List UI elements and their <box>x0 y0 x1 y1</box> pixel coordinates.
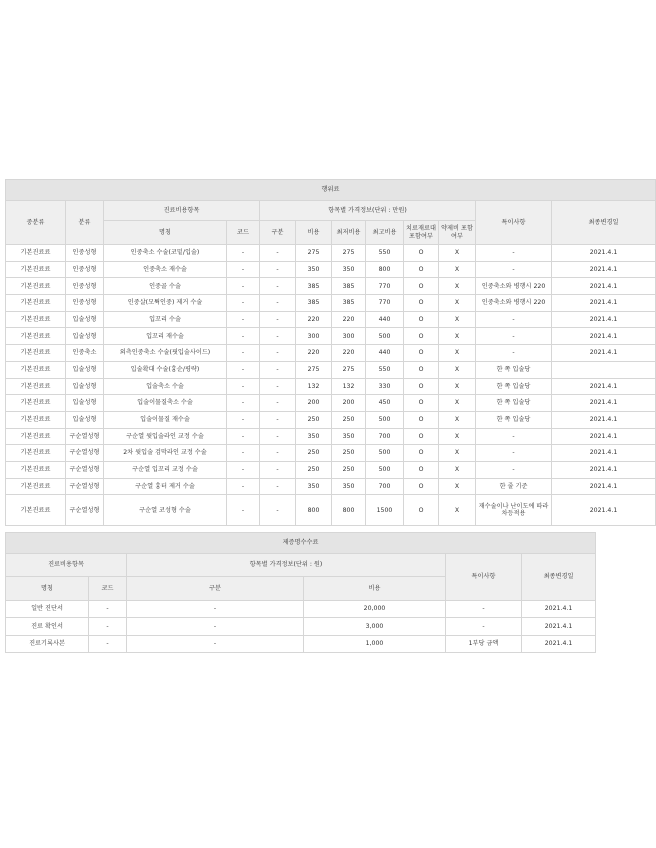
table-cell: 200 <box>296 395 332 412</box>
table-cell: 기본진료료 <box>6 261 66 278</box>
table-cell: 구순열 입꼬리 교정 수술 <box>104 461 227 478</box>
table-cell: 기본진료료 <box>6 495 66 526</box>
table-cell: 220 <box>332 345 366 362</box>
table-cell: - <box>227 445 260 462</box>
table-cell: - <box>127 635 304 652</box>
table-cell <box>552 361 656 378</box>
table-cell: 기본진료료 <box>6 278 66 295</box>
table-cell: 구순열 코성형 수술 <box>104 495 227 526</box>
table-cell: - <box>476 428 552 445</box>
table-cell: 구순열 흉터 제거 수술 <box>104 478 227 495</box>
table-cell: 500 <box>366 411 404 428</box>
table-cell: 1500 <box>366 495 404 526</box>
header-drug-included: 약제비 포함여부 <box>439 221 476 245</box>
table-cell: X <box>439 361 476 378</box>
table-cell: 인중성형 <box>66 295 104 312</box>
table-cell: 1,000 <box>304 635 446 652</box>
table-cell: 인중축소 수술(코밑/입술) <box>104 245 227 262</box>
table-cell: - <box>227 345 260 362</box>
table-cell: - <box>89 635 127 652</box>
table-cell: 한 쪽 입술당 <box>476 411 552 428</box>
table-cell: - <box>476 328 552 345</box>
table-cell: 인중축소 <box>66 345 104 362</box>
table-cell: - <box>260 245 296 262</box>
table-cell: O <box>404 411 439 428</box>
header-min-cost: 최저비용 <box>332 221 366 245</box>
header-material-included: 치료재료대 포함여부 <box>404 221 439 245</box>
table-cell: 275 <box>332 245 366 262</box>
table-cell: X <box>439 345 476 362</box>
table-cell: 250 <box>296 411 332 428</box>
table-cell: 250 <box>296 461 332 478</box>
table-cell: 440 <box>366 311 404 328</box>
table-cell: 인중축소와 병행시 220 <box>476 295 552 312</box>
table-cell: 800 <box>296 495 332 526</box>
table-cell: 385 <box>332 295 366 312</box>
table-cell: - <box>227 361 260 378</box>
table-cell: - <box>260 361 296 378</box>
table-cell: - <box>260 445 296 462</box>
table-cell: 2021.4.1 <box>552 328 656 345</box>
table-cell: - <box>89 601 127 618</box>
table-cell: 구순열성형 <box>66 495 104 526</box>
table-cell: 350 <box>332 478 366 495</box>
table-cell: 275 <box>296 361 332 378</box>
header-code: 코드 <box>89 577 127 601</box>
table-cell: - <box>260 461 296 478</box>
header-name: 명칭 <box>6 577 89 601</box>
table-cell: O <box>404 495 439 526</box>
table-cell: 외측인중축소 수술(핏입술사이드) <box>104 345 227 362</box>
table-row <box>6 601 596 618</box>
table-cell: 2021.4.1 <box>552 311 656 328</box>
table-cell: 기본진료료 <box>6 311 66 328</box>
table-cell: X <box>439 495 476 526</box>
table-cell: 기본진료료 <box>6 445 66 462</box>
table-cell: 2차 윗입술 검막라인 교정 수술 <box>104 445 227 462</box>
table-row <box>6 345 656 362</box>
header-notes: 특이사항 <box>446 554 522 601</box>
table-cell: 한 쪽 입술당 <box>476 378 552 395</box>
table-cell: 330 <box>366 378 404 395</box>
table-cell: X <box>439 311 476 328</box>
table-cell: 770 <box>366 278 404 295</box>
table-cell: 200 <box>332 395 366 412</box>
table-cell: 2021.4.1 <box>522 635 596 652</box>
table-cell: - <box>227 428 260 445</box>
table-cell: 기본진료료 <box>6 378 66 395</box>
table-cell: 기본진료료 <box>6 395 66 412</box>
table-row <box>6 261 656 278</box>
table-cell: X <box>439 478 476 495</box>
table-cell: O <box>404 345 439 362</box>
table-cell: - <box>227 461 260 478</box>
table-cell: O <box>404 261 439 278</box>
table-cell: 500 <box>366 461 404 478</box>
table-row <box>6 635 596 652</box>
table-cell: 인중축소 재수술 <box>104 261 227 278</box>
table-cell: 700 <box>366 478 404 495</box>
table-cell: 기본진료료 <box>6 428 66 445</box>
table-cell: 500 <box>366 445 404 462</box>
table-cell: 재수술이나 난이도에 따라 차등적용 <box>476 495 552 526</box>
table-cell: 인중축소와 병행시 220 <box>476 278 552 295</box>
table-row <box>6 478 656 495</box>
table-cell: 기본진료료 <box>6 478 66 495</box>
table-cell: O <box>404 428 439 445</box>
table-cell: X <box>439 428 476 445</box>
table-cell: - <box>89 618 127 635</box>
table-cell: 2021.4.1 <box>552 445 656 462</box>
table-cell: 인중성형 <box>66 261 104 278</box>
header-item-group: 진료비용항목 <box>104 201 260 221</box>
table-cell: X <box>439 395 476 412</box>
table-cell: 2021.4.1 <box>552 261 656 278</box>
table-cell: - <box>227 495 260 526</box>
table-row <box>6 395 656 412</box>
table-cell: 275 <box>332 361 366 378</box>
table-cell: 구순열성형 <box>66 461 104 478</box>
table-cell: X <box>439 445 476 462</box>
table-cell: 220 <box>296 345 332 362</box>
table-cell: 2021.4.1 <box>552 345 656 362</box>
table-cell: 250 <box>332 411 366 428</box>
table-cell: 350 <box>296 478 332 495</box>
table-cell: 2021.4.1 <box>552 245 656 262</box>
table-cell: - <box>260 411 296 428</box>
table-cell: X <box>439 378 476 395</box>
table-cell: - <box>127 601 304 618</box>
table-cell: - <box>446 618 522 635</box>
table-cell: 입꼬리 재수술 <box>104 328 227 345</box>
table-cell: 2021.4.1 <box>552 478 656 495</box>
table-cell: O <box>404 328 439 345</box>
table-cell: 입술성형 <box>66 311 104 328</box>
header-division: 구분 <box>127 577 304 601</box>
table-row <box>6 495 656 526</box>
header-name: 명칭 <box>104 221 227 245</box>
table-cell: 기본진료료 <box>6 345 66 362</box>
table-cell: - <box>260 295 296 312</box>
table-cell: 입술성형 <box>66 361 104 378</box>
table-cell: 2021.4.1 <box>552 461 656 478</box>
certificate-fee-table <box>5 532 596 653</box>
table-cell: - <box>260 428 296 445</box>
table-cell: - <box>260 278 296 295</box>
table-row <box>6 461 656 478</box>
table-cell: - <box>227 261 260 278</box>
table-cell: 구순열성형 <box>66 478 104 495</box>
table-cell: 입꼬리 수술 <box>104 311 227 328</box>
table-cell: 2021.4.1 <box>522 601 596 618</box>
table-cell: 2021.4.1 <box>552 278 656 295</box>
table-cell: - <box>260 395 296 412</box>
table-cell: - <box>227 378 260 395</box>
table-cell: 300 <box>296 328 332 345</box>
table-cell: 구순열성형 <box>66 445 104 462</box>
table-row <box>6 245 656 262</box>
table-cell: 450 <box>366 395 404 412</box>
table-cell: 구순열 윗입술라인 교정 수술 <box>104 428 227 445</box>
table-cell: 800 <box>366 261 404 278</box>
header-item-group: 진료비용항목 <box>6 554 127 577</box>
table-cell: 기본진료료 <box>6 245 66 262</box>
table-cell: 220 <box>332 311 366 328</box>
table-title: 행위료 <box>6 180 656 201</box>
table-cell: X <box>439 461 476 478</box>
table-cell: 인중성형 <box>66 278 104 295</box>
table-cell: 2021.4.1 <box>552 428 656 445</box>
table-cell: 2021.4.1 <box>552 411 656 428</box>
table-cell: 진료 확인서 <box>6 618 89 635</box>
table-cell: 385 <box>332 278 366 295</box>
table-cell: - <box>127 618 304 635</box>
table-cell: - <box>260 495 296 526</box>
table-cell: - <box>476 311 552 328</box>
table-cell: 2021.4.1 <box>552 378 656 395</box>
table-title: 제증명수수료 <box>6 533 596 554</box>
table-cell: 인중성형 <box>66 245 104 262</box>
table-cell: X <box>439 411 476 428</box>
table-cell: O <box>404 378 439 395</box>
table-cell: - <box>476 345 552 362</box>
table-cell: - <box>476 245 552 262</box>
table-cell: 250 <box>332 445 366 462</box>
table-cell: 진료기록사본 <box>6 635 89 652</box>
header-last-changed: 최종변경일 <box>552 201 656 245</box>
table-cell: O <box>404 278 439 295</box>
table-cell: 20,000 <box>304 601 446 618</box>
table-cell: - <box>260 378 296 395</box>
table-cell: - <box>260 328 296 345</box>
table-cell: 350 <box>296 261 332 278</box>
table-cell: 기본진료료 <box>6 461 66 478</box>
table-cell: O <box>404 461 439 478</box>
table-cell: - <box>227 278 260 295</box>
table-cell: 350 <box>332 428 366 445</box>
table-cell: 입술이물질 재수술 <box>104 411 227 428</box>
table-cell: O <box>404 245 439 262</box>
table-cell: - <box>446 601 522 618</box>
table-cell: - <box>476 461 552 478</box>
table-cell: - <box>260 345 296 362</box>
table-cell: 3,000 <box>304 618 446 635</box>
table-cell: 입술이물질축소 수술 <box>104 395 227 412</box>
header-last-changed: 최종변경일 <box>522 554 596 601</box>
table-cell: - <box>476 445 552 462</box>
table-cell: - <box>227 411 260 428</box>
table-cell: - <box>227 478 260 495</box>
table-cell: 입술확대 수술(흉순/평략) <box>104 361 227 378</box>
table-cell: X <box>439 278 476 295</box>
table-cell: O <box>404 478 439 495</box>
table-cell: 일반 진단서 <box>6 601 89 618</box>
table-cell: 385 <box>296 278 332 295</box>
table-cell: 800 <box>332 495 366 526</box>
header-max-cost: 최고비용 <box>366 221 404 245</box>
table-cell: O <box>404 445 439 462</box>
table-cell: - <box>260 311 296 328</box>
table-cell: 2021.4.1 <box>552 395 656 412</box>
table-cell: 550 <box>366 245 404 262</box>
table-cell: 기본진료료 <box>6 328 66 345</box>
table-cell: 550 <box>366 361 404 378</box>
table-cell: 500 <box>366 328 404 345</box>
table-row <box>6 361 656 378</box>
table-cell: O <box>404 395 439 412</box>
procedure-fee-table <box>5 179 656 526</box>
table-cell: - <box>227 395 260 412</box>
table-row <box>6 278 656 295</box>
table-row <box>6 295 656 312</box>
table-cell: 275 <box>296 245 332 262</box>
table-cell: 기본진료료 <box>6 361 66 378</box>
table-cell: - <box>227 328 260 345</box>
table-row <box>6 411 656 428</box>
table-cell: 인중살(모튁인중) 제거 수술 <box>104 295 227 312</box>
table-cell: 한 줄 기준 <box>476 478 552 495</box>
table-row <box>6 328 656 345</box>
table-cell: 기본진료료 <box>6 411 66 428</box>
table-cell: O <box>404 295 439 312</box>
table-cell: 440 <box>366 345 404 362</box>
table-cell: 250 <box>332 461 366 478</box>
table-row <box>6 378 656 395</box>
table-cell: O <box>404 311 439 328</box>
table-cell: 132 <box>296 378 332 395</box>
table-cell: - <box>227 245 260 262</box>
table-cell: 350 <box>296 428 332 445</box>
table-cell: 385 <box>296 295 332 312</box>
header-cost: 비용 <box>296 221 332 245</box>
table-row <box>6 445 656 462</box>
table-cell: 구순열성형 <box>66 428 104 445</box>
table-cell: 입술성형 <box>66 411 104 428</box>
header-division: 구분 <box>260 221 296 245</box>
table-cell: 입술성형 <box>66 395 104 412</box>
header-notes: 특이사항 <box>476 201 552 245</box>
table-cell: 250 <box>296 445 332 462</box>
header-price-group: 항목별 가격정보(단위 : 원) <box>127 554 446 577</box>
table-cell: O <box>404 361 439 378</box>
table-row <box>6 618 596 635</box>
table-row <box>6 311 656 328</box>
header-price-group: 항목별 가격정보(단위 : 만원) <box>260 201 476 221</box>
table-cell: X <box>439 245 476 262</box>
table-cell: 300 <box>332 328 366 345</box>
header-code: 코드 <box>227 221 260 245</box>
table-cell: 인중골 수술 <box>104 278 227 295</box>
table-cell: 700 <box>366 428 404 445</box>
table-cell: 132 <box>332 378 366 395</box>
table-cell: 입술성형 <box>66 328 104 345</box>
header-major: 중분류 <box>6 201 66 245</box>
table-cell: - <box>260 478 296 495</box>
table-cell: 2021.4.1 <box>552 295 656 312</box>
table-cell: X <box>439 328 476 345</box>
table-cell: - <box>227 311 260 328</box>
table-cell: - <box>260 261 296 278</box>
table-cell: 기본진료료 <box>6 295 66 312</box>
table-cell: 한 쪽 입술당 <box>476 395 552 412</box>
header-category: 분류 <box>66 201 104 245</box>
table-cell: 2021.4.1 <box>552 495 656 526</box>
table-cell: 한 쪽 입술당 <box>476 361 552 378</box>
table-cell: - <box>476 261 552 278</box>
table-cell: 1부당 금액 <box>446 635 522 652</box>
table-cell: 입술성형 <box>66 378 104 395</box>
table-row <box>6 428 656 445</box>
table-cell: 220 <box>296 311 332 328</box>
table-cell: 입술축소 수술 <box>104 378 227 395</box>
table-cell: 2021.4.1 <box>522 618 596 635</box>
table-cell: X <box>439 295 476 312</box>
table-cell: 770 <box>366 295 404 312</box>
header-cost: 비용 <box>304 577 446 601</box>
table-cell: X <box>439 261 476 278</box>
table-cell: 350 <box>332 261 366 278</box>
table-cell: - <box>227 295 260 312</box>
